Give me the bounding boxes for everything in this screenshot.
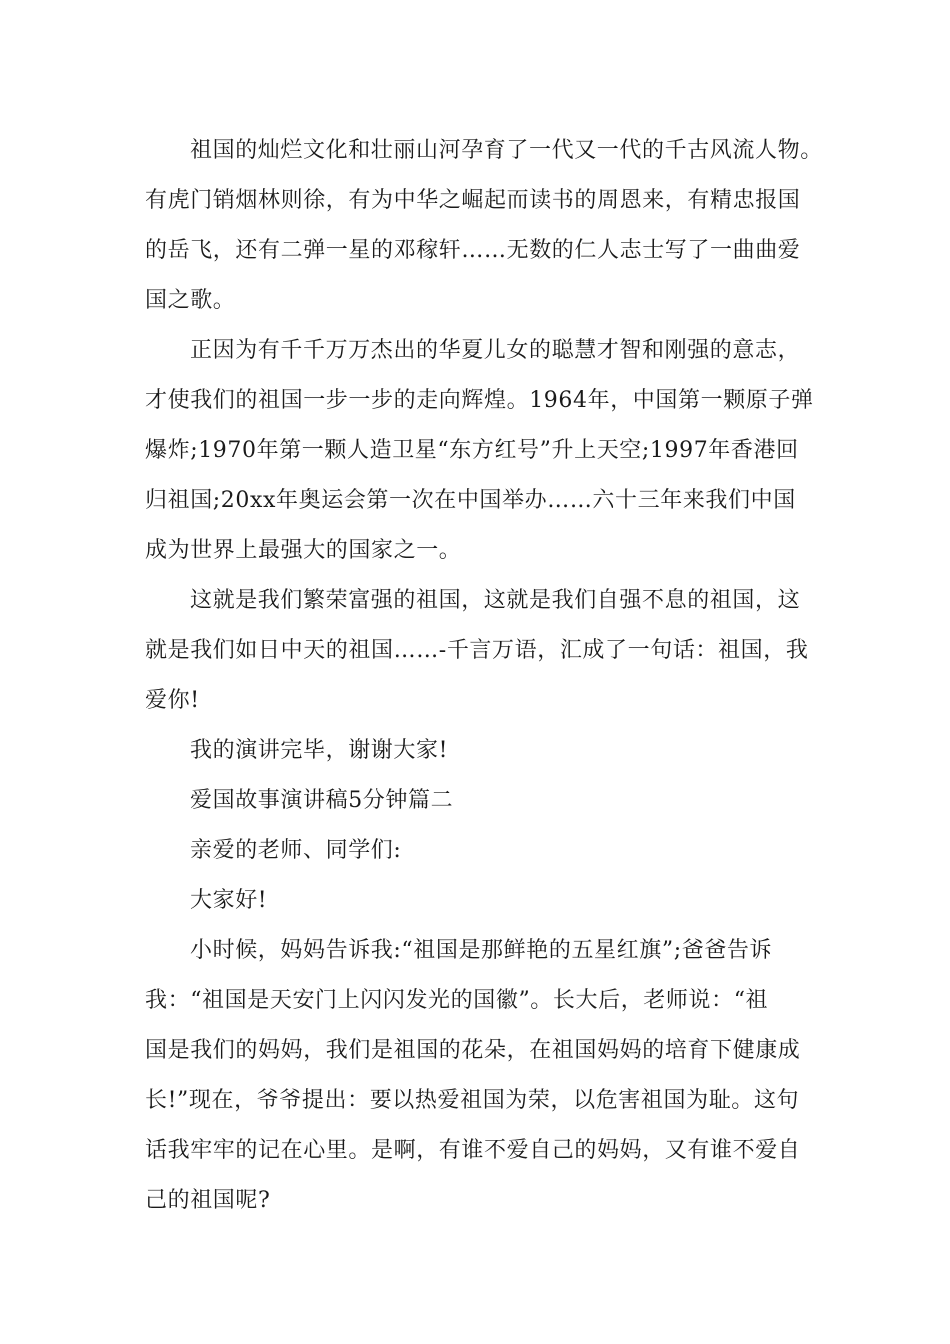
- paragraph-2-line-5: 成为世界上最强大的国家之一。: [145, 538, 462, 563]
- salutation: 亲爱的老师、同学们:: [190, 838, 402, 863]
- paragraph-1-line-1: 祖国的灿烂文化和壮丽山河孕育了一代又一代的千古风流人物。: [190, 138, 823, 163]
- paragraph-3-line-2: 就是我们如日中天的祖国……-千言万语，汇成了一句话：祖国，我: [145, 638, 809, 663]
- paragraph-4-line-6: 己的祖国呢?: [145, 1188, 271, 1213]
- paragraph-2-line-1: 正因为有千千万万杰出的华夏儿女的聪慧才智和刚强的意志，: [190, 338, 801, 363]
- closing-line: 我的演讲完毕，谢谢大家!: [190, 738, 449, 763]
- paragraph-1-line-4: 国之歌。: [145, 288, 236, 313]
- paragraph-2-line-3: 爆炸;1970年第一颗人造卫星“东方红号”升上天空;1997年香港回: [145, 438, 799, 463]
- paragraph-4-line-4: 长!”现在，爷爷提出：要以热爱祖国为荣，以危害祖国为耻。这句: [145, 1088, 800, 1113]
- paragraph-4-line-1: 小时候，妈妈告诉我:“祖国是那鲜艳的五星红旗”;爸爸告诉: [190, 938, 773, 963]
- paragraph-4-line-5: 话我牢牢的记在心里。是啊，有谁不爱自己的妈妈，又有谁不爱自: [145, 1138, 801, 1163]
- paragraph-4-line-2: 我：“祖国是天安门上闪闪发光的国徽”。长大后，老师说：“祖: [145, 988, 769, 1013]
- paragraph-4-line-3: 国是我们的妈妈，我们是祖国的花朵，在祖国妈妈的培育下健康成: [145, 1038, 801, 1063]
- paragraph-2-line-4: 归祖国;20xx年奥运会第一次在中国举办……六十三年来我们中国: [145, 488, 796, 513]
- paragraph-2-line-2: 才使我们的祖国一步一步的走向辉煌。1964年，中国第一颗原子弹: [145, 388, 814, 413]
- paragraph-1-line-3: 的岳飞，还有二弹一星的邓稼轩……无数的仁人志士写了一曲曲爱: [145, 238, 801, 263]
- paragraph-3-line-1: 这就是我们繁荣富强的祖国，这就是我们自强不息的祖国，这: [190, 588, 801, 613]
- section-title: 爱国故事演讲稿5分钟篇二: [190, 788, 454, 813]
- greeting: 大家好!: [190, 888, 268, 913]
- paragraph-1-line-2: 有虎门销烟林则徐，有为中华之崛起而读书的周恩来，有精忠报国: [145, 188, 801, 213]
- paragraph-3-line-3: 爱你!: [145, 688, 200, 713]
